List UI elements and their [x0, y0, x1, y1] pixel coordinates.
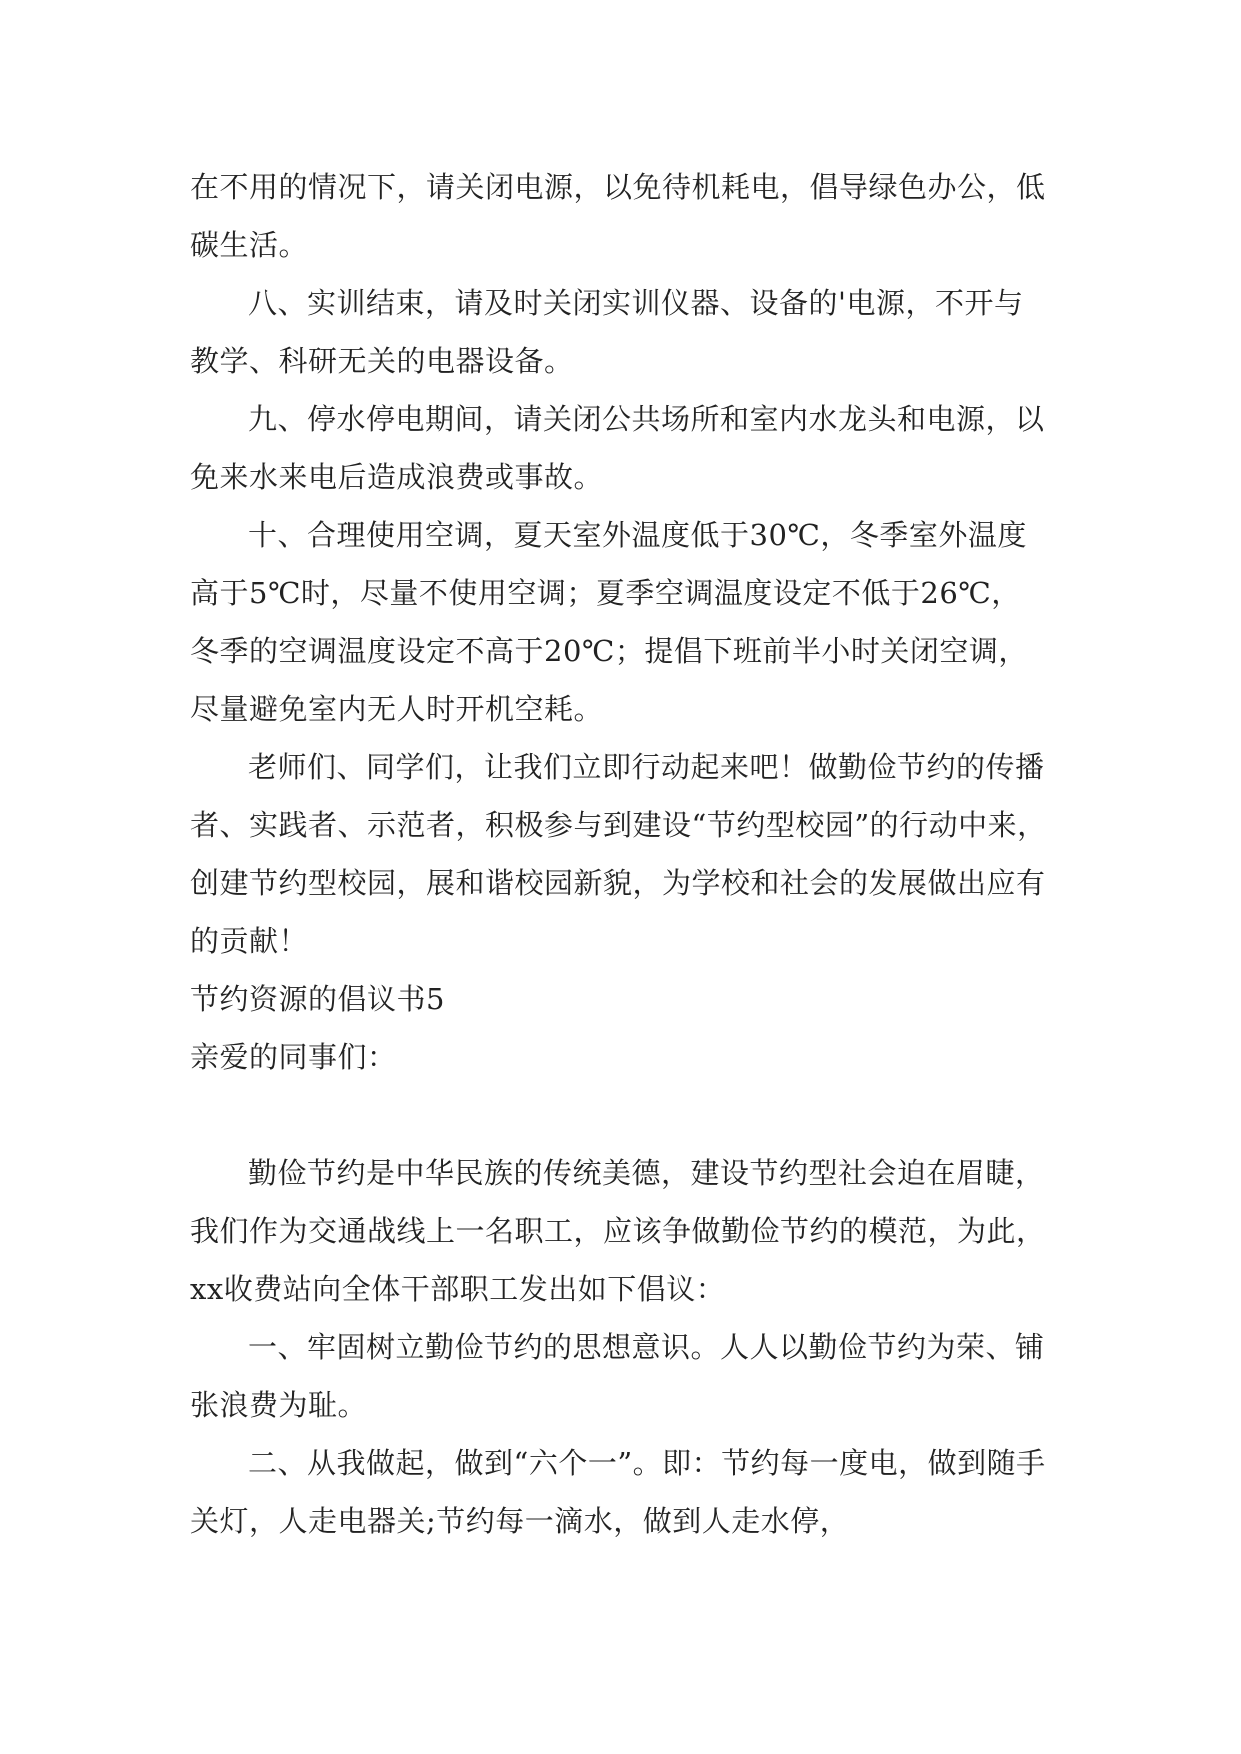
paragraph-item-2: 二、从我做起，做到“六个一”。即：节约每一度电，做到随手关灯，人走电器关;节约每一滴水，做到人走水停， — [190, 1446, 1046, 1538]
paragraph-item-9: 九、停水停电期间，请关闭公共场所和室内水龙头和电源，以免来水来电后造成浪费或事故。 — [190, 402, 1045, 494]
document-body — [190, 158, 1050, 1550]
paragraph-intro: 勤俭节约是中华民族的传统美德，建设节约型社会迫在眉睫，我们作为交通战线上一名职工，应该争做勤俭节约的模范，为此，xx收费站向全体干部职工发出如下倡议： — [190, 1156, 1046, 1306]
section-title: 节约资源的倡议书5 — [190, 982, 445, 1016]
paragraph-item-10: 十、合理使用空调，夏天室外温度低于30℃，冬季室外温度高于5℃时，尽量不使用空调；夏季空调温度设定不低于26℃，冬季的空调温度设定不高于20℃；提倡下班前半小时关闭空调，尽量避免室内无人时开机空耗。 — [190, 518, 1028, 726]
salutation: 亲爱的同事们： — [190, 1040, 397, 1074]
paragraph-item-8: 八、实训结束，请及时关闭实训仪器、设备的'电源，不开与教学、科研无关的电器设备。 — [190, 286, 1024, 378]
blank-line — [190, 1086, 1050, 1144]
paragraph-closing: 老师们、同学们，让我们立即行动起来吧！做勤俭节约的传播者、实践者、示范者，积极参与到建设“节约型校园”的行动中来，创建节约型校园，展和谐校园新貌，为学校和社会的发展做出应有的贡献！ — [190, 750, 1047, 958]
paragraph-item-1: 一、牢固树立勤俭节约的思想意识。人人以勤俭节约为荣、铺张浪费为耻。 — [190, 1330, 1045, 1422]
paragraph-continuation: 在不用的情况下，请关闭电源，以免待机耗电，倡导绿色办公，低碳生活。 — [190, 170, 1046, 262]
